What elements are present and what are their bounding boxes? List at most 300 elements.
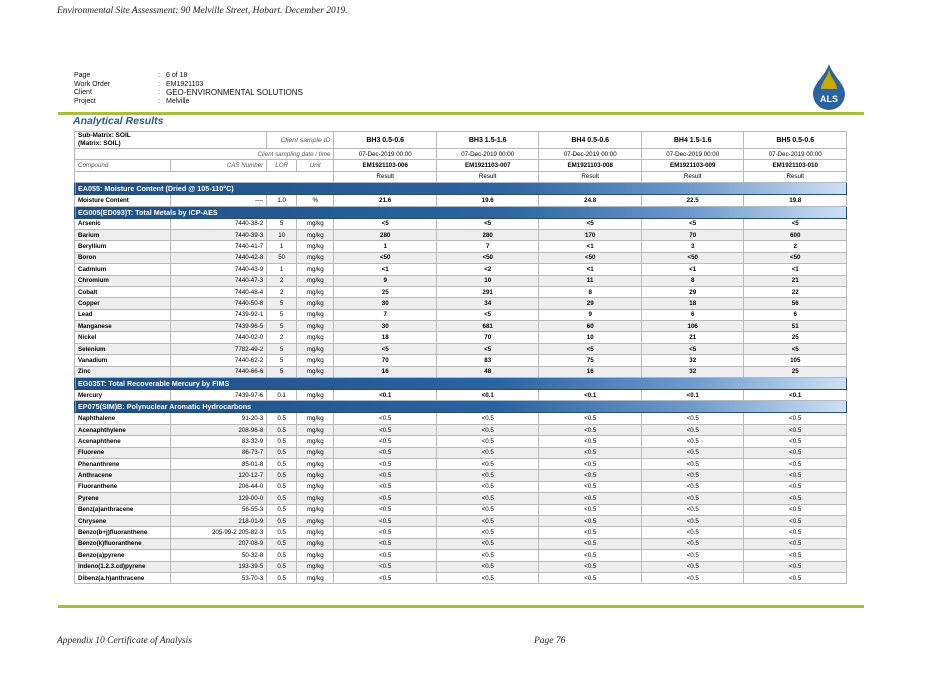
table-row: [75, 218, 847, 229]
table-row: [75, 195, 847, 206]
section-header-row: [75, 401, 847, 413]
result-value: 25: [744, 332, 847, 343]
unit-value: mg/kg: [297, 572, 334, 583]
sampling-date-cell: 07-Dec-2019 00:00: [539, 149, 642, 160]
result-value: 75: [539, 355, 642, 366]
report-info: [74, 72, 303, 107]
table-row: [75, 447, 847, 458]
section-title: EA055: Moisture Content (Dried @ 105-110°C): [75, 183, 847, 195]
result-value: <1: [641, 264, 744, 275]
separator: :: [158, 89, 160, 97]
table-row: [75, 538, 847, 549]
cas-number: 7440-39-3: [171, 229, 267, 240]
unit-value: mg/kg: [297, 241, 334, 252]
table-row: [75, 504, 847, 515]
compound-name: Fluoranthene: [75, 481, 171, 492]
table-row: [75, 470, 847, 481]
lor-value: 0.5: [267, 538, 297, 549]
table-row: [75, 298, 847, 309]
document-header: Environmental Site Assessment: 90 Melville Street, Hobart. December 2019.: [57, 6, 348, 16]
unit-value: mg/kg: [297, 229, 334, 240]
table-row: [75, 321, 847, 332]
result-value: <0.5: [436, 504, 539, 515]
cas-number: 208-96-8: [171, 424, 267, 435]
result-value: 56: [744, 298, 847, 309]
compound-name: Indeno(1.2.3.cd)pyrene: [75, 561, 171, 572]
lor-value: 1: [267, 264, 297, 275]
result-value: <0.5: [744, 481, 847, 492]
result-value: <0.5: [539, 527, 642, 538]
result-value: 19.8: [744, 195, 847, 206]
result-value: 48: [436, 366, 539, 377]
compound-name: Chrysene: [75, 515, 171, 526]
result-value: <50: [641, 252, 744, 263]
result-value: <0.5: [744, 436, 847, 447]
result-value: 9: [334, 275, 437, 286]
section-header-row: [75, 378, 847, 390]
compound-name: Chromium: [75, 275, 171, 286]
result-value: 280: [334, 229, 437, 240]
result-value: <0.5: [744, 504, 847, 515]
lor-value: 0.5: [267, 481, 297, 492]
lor-value: 5: [267, 218, 297, 229]
result-value: 16: [334, 366, 437, 377]
compound-name: Phenanthrene: [75, 458, 171, 469]
result-value: <0.5: [539, 470, 642, 481]
unit-value: mg/kg: [297, 343, 334, 354]
cas-number: 7440-41-7: [171, 241, 267, 252]
result-value: <0.5: [334, 515, 437, 526]
unit-value: mg/kg: [297, 504, 334, 515]
result-value: <0.5: [436, 538, 539, 549]
result-value: <0.5: [334, 447, 437, 458]
compound-name: Moisture Content: [75, 195, 171, 206]
cas-number: 56-55-3: [171, 504, 267, 515]
separator: :: [158, 98, 160, 106]
result-value: <0.5: [436, 561, 539, 572]
sampling-date-row: [75, 149, 847, 160]
sample-id-header: BH4 1.5-1.6: [641, 132, 744, 149]
result-value: <0.5: [744, 470, 847, 481]
result-value: <0.5: [539, 447, 642, 458]
sampling-date-cell: 07-Dec-2019 00:00: [641, 149, 744, 160]
result-value: <50: [334, 252, 437, 263]
result-value: 34: [436, 298, 539, 309]
compound-name: Beryllium: [75, 241, 171, 252]
result-value: 3: [641, 241, 744, 252]
result-value: <0.5: [641, 493, 744, 504]
lor-value: 1: [267, 241, 297, 252]
result-value: <0.5: [641, 413, 744, 424]
result-value: <1: [334, 264, 437, 275]
cas-number: 205-99-2 205-82-3: [171, 527, 267, 538]
table-row: [75, 561, 847, 572]
result-value: 11: [539, 275, 642, 286]
result-value: 21.6: [334, 195, 437, 206]
compound-name: Benzo(k)fluoranthene: [75, 538, 171, 549]
result-value: 18: [641, 298, 744, 309]
unit-value: mg/kg: [297, 458, 334, 469]
result-value: <0.5: [641, 481, 744, 492]
unit-value: mg/kg: [297, 493, 334, 504]
compound-name: Naphthalene: [75, 413, 171, 424]
sample-id-header: BH3 0.5-0.6: [334, 132, 437, 149]
cas-number: ----: [171, 195, 267, 206]
compound-name: Pyrene: [75, 493, 171, 504]
lab-id-cell: EM1921103-009: [641, 160, 744, 171]
table-row: [75, 527, 847, 538]
result-label-cell: Result: [436, 171, 539, 182]
result-value: 170: [539, 229, 642, 240]
lor-value: 5: [267, 366, 297, 377]
lor-value: 2: [267, 332, 297, 343]
result-value: <0.5: [436, 515, 539, 526]
unit-value: mg/kg: [297, 309, 334, 320]
lor-value: 0.5: [267, 561, 297, 572]
footer-appendix: Appendix 10 Certificate of Analysis: [57, 636, 192, 646]
result-value: <0.5: [334, 481, 437, 492]
result-value: 18: [334, 332, 437, 343]
unit-value: mg/kg: [297, 218, 334, 229]
result-value: <0.1: [334, 390, 437, 401]
result-value: 51: [744, 321, 847, 332]
unit-value: mg/kg: [297, 470, 334, 481]
sample-id-header: BH3 1.5-1.6: [436, 132, 539, 149]
result-value: <0.5: [436, 424, 539, 435]
cas-number: 7440-47-3: [171, 275, 267, 286]
lor-value: 5: [267, 309, 297, 320]
cas-number: 207-08-9: [171, 538, 267, 549]
result-value: <0.5: [641, 550, 744, 561]
result-value: 22.5: [641, 195, 744, 206]
result-value: <0.5: [334, 527, 437, 538]
work-order-label: Work Order: [74, 80, 111, 88]
cas-number: 7440-62-2: [171, 355, 267, 366]
result-value: <0.5: [641, 424, 744, 435]
table-row: [75, 286, 847, 297]
result-value: <1: [539, 264, 642, 275]
result-value: <0.5: [539, 538, 642, 549]
client-label: Client: [74, 89, 92, 97]
result-value: <0.1: [539, 390, 642, 401]
result-value: 16: [539, 366, 642, 377]
result-value: <0.5: [641, 504, 744, 515]
result-value: <0.5: [436, 527, 539, 538]
table-row: [75, 241, 847, 252]
table-row: [75, 252, 847, 263]
matrix-cell: [75, 132, 267, 149]
result-value: 8: [539, 286, 642, 297]
compound-name: Acenaphthene: [75, 436, 171, 447]
lor-value: 2: [267, 275, 297, 286]
result-value: <0.5: [539, 561, 642, 572]
cas-number: 53-70-3: [171, 572, 267, 583]
lor-value: 0.5: [267, 447, 297, 458]
result-value: <0.1: [436, 390, 539, 401]
result-value: <0.5: [539, 481, 642, 492]
result-value: <0.5: [436, 458, 539, 469]
lor-value: 0.1: [267, 390, 297, 401]
result-value: 106: [641, 321, 744, 332]
cas-number: 218-01-9: [171, 515, 267, 526]
result-value: <0.5: [744, 561, 847, 572]
result-value: <0.5: [744, 493, 847, 504]
result-value: <1: [539, 241, 642, 252]
result-value: <0.5: [539, 413, 642, 424]
sampling-date-label: Client sampling date / time: [75, 149, 334, 160]
cas-number: 206-44-0: [171, 481, 267, 492]
unit-value: mg/kg: [297, 515, 334, 526]
result-value: <0.5: [334, 413, 437, 424]
header-rule: [58, 112, 864, 115]
section-title: EG035T: Total Recoverable Mercury by FIMS: [75, 378, 847, 390]
result-value: <0.5: [436, 470, 539, 481]
result-value: <5: [539, 343, 642, 354]
sampling-date-cell: 07-Dec-2019 00:00: [744, 149, 847, 160]
result-value: <0.5: [334, 572, 437, 583]
unit-value: mg/kg: [297, 298, 334, 309]
lor-value: 0.5: [267, 436, 297, 447]
result-value: 83: [436, 355, 539, 366]
result-value: <0.5: [334, 538, 437, 549]
compound-name: Cadmium: [75, 264, 171, 275]
result-value: 10: [436, 275, 539, 286]
result-value: 30: [334, 298, 437, 309]
logo-text: ALS: [820, 94, 838, 104]
result-value: 29: [539, 298, 642, 309]
compound-name: Arsenic: [75, 218, 171, 229]
compound-name: Dibenz(a.h)anthracene: [75, 572, 171, 583]
result-value: <5: [744, 343, 847, 354]
result-value: <5: [334, 343, 437, 354]
unit-value: mg/kg: [297, 413, 334, 424]
result-value: <5: [641, 343, 744, 354]
result-value: 22: [744, 286, 847, 297]
result-value: <0.5: [744, 527, 847, 538]
als-logo: [808, 62, 850, 112]
results-table-container: [74, 131, 847, 584]
lor-value: 0.5: [267, 572, 297, 583]
cas-number: 7440-48-4: [171, 286, 267, 297]
cas-number: 7440-43-9: [171, 264, 267, 275]
cas-number: 7440-42-8: [171, 252, 267, 263]
result-value: <0.5: [744, 550, 847, 561]
table-row: [75, 275, 847, 286]
result-value: <2: [436, 264, 539, 275]
lor-value: 0.5: [267, 515, 297, 526]
compound-name: Acenaphthylene: [75, 424, 171, 435]
compound-name: Manganese: [75, 321, 171, 332]
compound-name: Copper: [75, 298, 171, 309]
result-value: <0.5: [641, 515, 744, 526]
compound-name: Lead: [75, 309, 171, 320]
result-value: <0.5: [539, 493, 642, 504]
result-value: <0.5: [334, 561, 437, 572]
lor-value: 5: [267, 343, 297, 354]
lor-value: 0.5: [267, 504, 297, 515]
result-value: <0.5: [334, 493, 437, 504]
lor-column-header: LOR: [267, 160, 297, 171]
cas-number: 7440-50-8: [171, 298, 267, 309]
table-row: [75, 332, 847, 343]
result-value: <0.5: [334, 470, 437, 481]
result-value: 105: [744, 355, 847, 366]
section-header-row: [75, 206, 847, 218]
compound-name: Cobalt: [75, 286, 171, 297]
result-value: <0.5: [539, 424, 642, 435]
unit-column-header: Unit: [297, 160, 334, 171]
result-value: 29: [641, 286, 744, 297]
result-value: <0.5: [641, 436, 744, 447]
compound-name: Boron: [75, 252, 171, 263]
result-value: 6: [744, 309, 847, 320]
table-row: [75, 515, 847, 526]
result-value: 30: [334, 321, 437, 332]
unit-value: mg/kg: [297, 390, 334, 401]
result-value: <0.5: [641, 458, 744, 469]
result-value: 1: [334, 241, 437, 252]
result-value: 60: [539, 321, 642, 332]
table-row: [75, 366, 847, 377]
result-value: <0.5: [641, 527, 744, 538]
cas-number: 85-01-8: [171, 458, 267, 469]
result-value: <1: [744, 264, 847, 275]
result-value: <0.5: [744, 515, 847, 526]
result-value: <0.5: [744, 447, 847, 458]
result-value: <0.1: [744, 390, 847, 401]
unit-value: mg/kg: [297, 321, 334, 332]
compound-name: Barium: [75, 229, 171, 240]
table-row: [75, 343, 847, 354]
result-value: <0.5: [744, 458, 847, 469]
unit-value: mg/kg: [297, 264, 334, 275]
separator: :: [158, 80, 160, 88]
result-value: <0.5: [334, 458, 437, 469]
result-value: <0.5: [436, 493, 539, 504]
compound-name: Fluorene: [75, 447, 171, 458]
cas-number: 7439-97-6: [171, 390, 267, 401]
result-value: <50: [744, 252, 847, 263]
result-value: 70: [334, 355, 437, 366]
unit-value: mg/kg: [297, 538, 334, 549]
lor-value: 0.5: [267, 413, 297, 424]
result-value: 6: [641, 309, 744, 320]
result-value: <0.5: [436, 413, 539, 424]
cas-number: 83-32-9: [171, 436, 267, 447]
lor-value: 0.5: [267, 550, 297, 561]
result-value: <0.5: [744, 538, 847, 549]
result-value: <0.5: [641, 538, 744, 549]
lab-id-cell: EM1921103-007: [436, 160, 539, 171]
result-value: <0.5: [641, 572, 744, 583]
compound-name: Mercury: [75, 390, 171, 401]
result-value: <5: [436, 218, 539, 229]
unit-value: mg/kg: [297, 424, 334, 435]
table-row: [75, 390, 847, 401]
result-value: 681: [436, 321, 539, 332]
footer-rule: [58, 605, 864, 608]
result-value: 70: [641, 229, 744, 240]
compound-name: Benzo(b+j)fluoranthene: [75, 527, 171, 538]
cas-number: 193-39-5: [171, 561, 267, 572]
result-value: 21: [744, 275, 847, 286]
lab-id-cell: EM1921103-006: [334, 160, 437, 171]
result-value: <0.5: [436, 481, 539, 492]
result-value: <0.5: [539, 572, 642, 583]
lor-value: 2: [267, 286, 297, 297]
lor-value: 1.0: [267, 195, 297, 206]
sampling-date-cell: 07-Dec-2019 00:00: [334, 149, 437, 160]
sub-matrix-label: Sub-Matrix: SOIL: [78, 132, 131, 139]
result-value: <0.5: [641, 447, 744, 458]
client-value: GEO-ENVIRONMENTAL SOLUTIONS: [166, 88, 303, 98]
result-value: <50: [436, 252, 539, 263]
compound-column-header: Compound: [75, 160, 171, 171]
result-value: <5: [436, 309, 539, 320]
sampling-date-cell: 07-Dec-2019 00:00: [436, 149, 539, 160]
results-table: [74, 131, 847, 584]
result-value: 32: [641, 366, 744, 377]
lor-value: 10: [267, 229, 297, 240]
result-label-cell: Result: [539, 171, 642, 182]
result-value: <0.5: [744, 413, 847, 424]
result-value: <0.5: [539, 458, 642, 469]
result-value: <0.5: [334, 504, 437, 515]
lab-id-cell: EM1921103-010: [744, 160, 847, 171]
page-label: Page: [74, 72, 91, 79]
lor-value: 0.5: [267, 458, 297, 469]
result-value: 10: [539, 332, 642, 343]
lor-value: 0.5: [267, 527, 297, 538]
lor-value: 5: [267, 355, 297, 366]
result-value: <0.5: [436, 436, 539, 447]
table-row: [75, 550, 847, 561]
unit-value: mg/kg: [297, 355, 334, 366]
result-value: <0.5: [539, 515, 642, 526]
result-value: <0.5: [539, 436, 642, 447]
table-row: [75, 413, 847, 424]
matrix-label: (Matrix: SOIL): [78, 140, 121, 147]
result-value: <0.5: [539, 550, 642, 561]
table-row: [75, 436, 847, 447]
lor-value: 0.5: [267, 470, 297, 481]
cas-column-header: CAS Number: [171, 160, 267, 171]
table-row: [75, 355, 847, 366]
cas-number: 7782-49-2: [171, 343, 267, 354]
result-value: 24.8: [539, 195, 642, 206]
cas-number: 7440-38-2: [171, 218, 267, 229]
result-value: <0.5: [744, 572, 847, 583]
cas-number: 120-12-7: [171, 470, 267, 481]
result-value: 8: [641, 275, 744, 286]
unit-value: mg/kg: [297, 561, 334, 572]
result-value: 25: [744, 366, 847, 377]
page-title: Analytical Results: [73, 115, 164, 127]
unit-value: mg/kg: [297, 366, 334, 377]
cas-number: 86-73-7: [171, 447, 267, 458]
result-value: 600: [744, 229, 847, 240]
result-value: <0.5: [641, 470, 744, 481]
unit-value: mg/kg: [297, 527, 334, 538]
unit-value: mg/kg: [297, 447, 334, 458]
unit-value: mg/kg: [297, 252, 334, 263]
cas-number: 129-00-0: [171, 493, 267, 504]
section-title: EG005(ED093)T: Total Metals by ICP-AES: [75, 206, 847, 218]
result-value: 19.6: [436, 195, 539, 206]
result-value: <5: [641, 218, 744, 229]
lab-id-cell: EM1921103-008: [539, 160, 642, 171]
result-value: 2: [744, 241, 847, 252]
